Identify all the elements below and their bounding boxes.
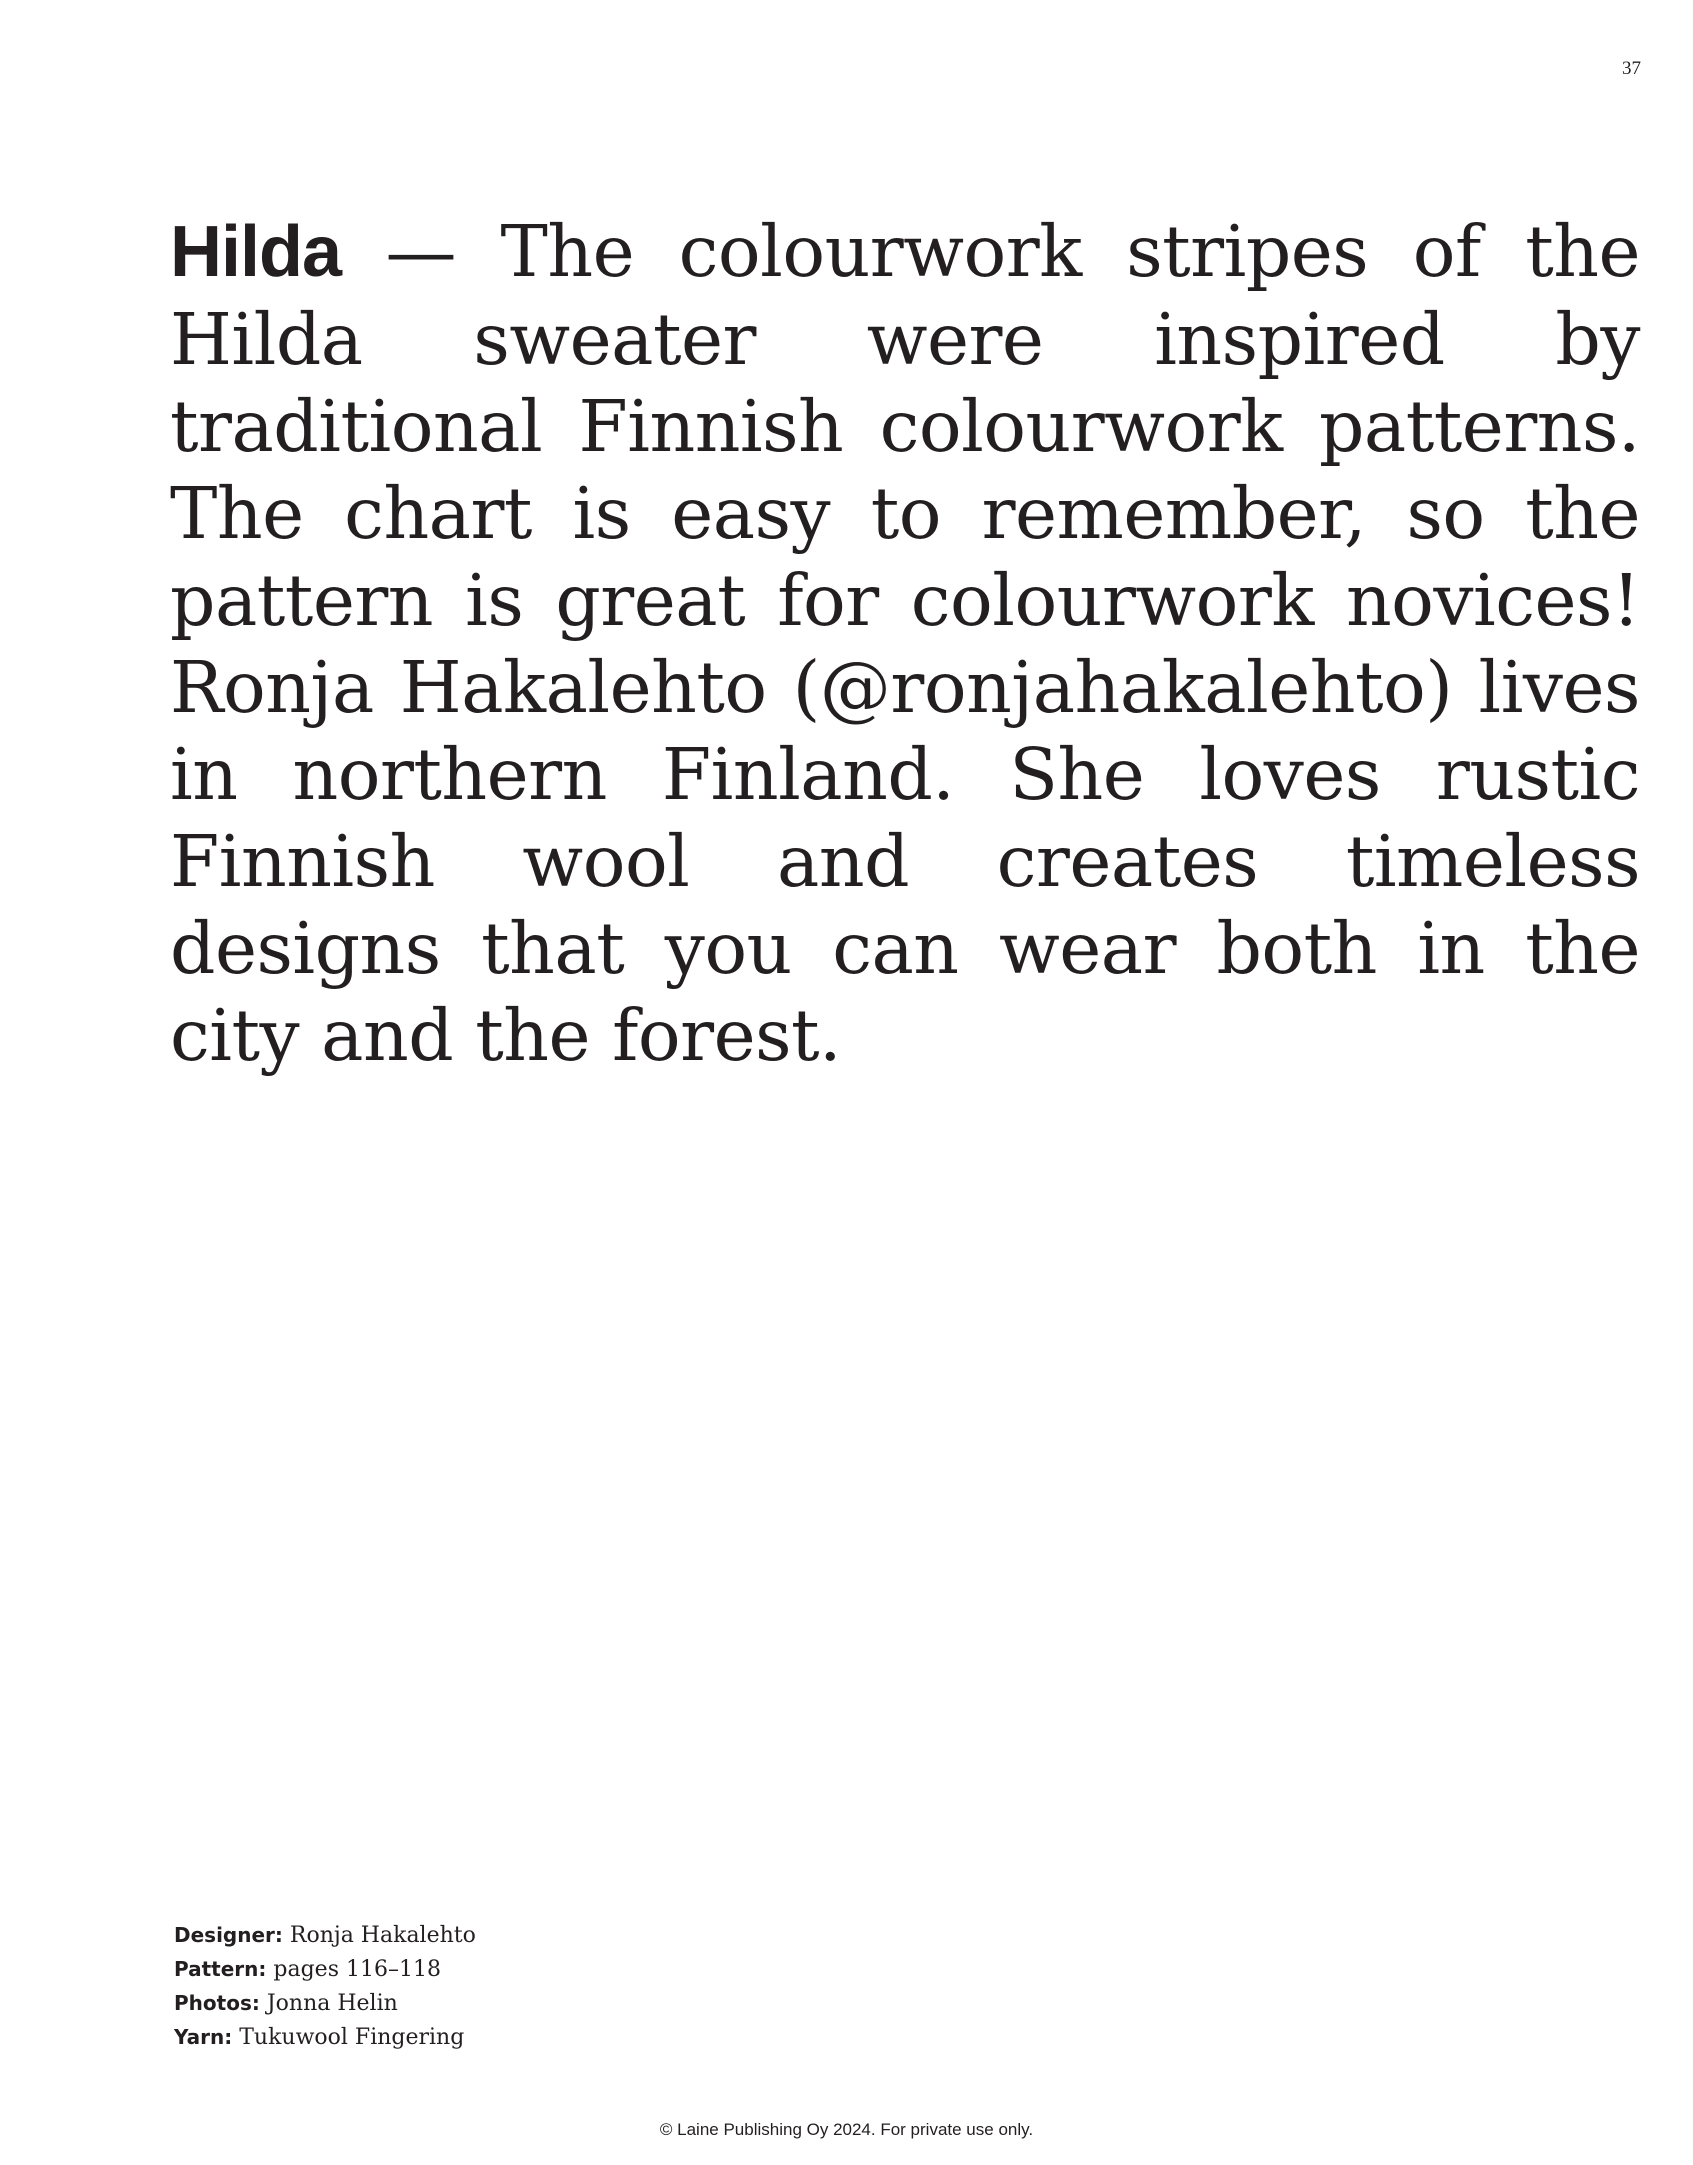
credit-label: Designer: bbox=[174, 1923, 283, 1947]
article-body: The colourwork stripes of the Hilda sweater were inspired by traditional Finnish colourwork patterns. The chart is easy to remember, so the pattern is great for colourwork novices! Ronja Hakalehto (@ronjahakalehto) lives in northern Finland. She loves rustic Finnish wool and creates timeless designs that you can wear both in the city and the forest. bbox=[170, 210, 1640, 1077]
credit-value: Tukuwool Fingering bbox=[232, 2025, 465, 2050]
credit-yarn bbox=[174, 2020, 476, 2054]
copyright-footer: © Laine Publishing Oy 2024. For private use only. bbox=[659, 2120, 1034, 2139]
credit-designer bbox=[174, 1918, 476, 1952]
article-title: Hilda bbox=[170, 212, 342, 292]
credit-value: Jonna Helin bbox=[259, 1991, 398, 2016]
article-intro bbox=[170, 208, 1640, 1079]
credit-value: Ronja Hakalehto bbox=[282, 1923, 476, 1948]
credits-list bbox=[174, 1918, 476, 2054]
credit-label: Pattern: bbox=[174, 1957, 267, 1981]
page-number: 37 bbox=[1622, 58, 1641, 79]
title-separator: — bbox=[341, 210, 501, 293]
credit-value: pages 116–118 bbox=[266, 1957, 441, 1982]
credit-pattern bbox=[174, 1952, 476, 1986]
credit-label: Photos: bbox=[174, 1991, 260, 2015]
credit-photos bbox=[174, 1986, 476, 2020]
credit-label: Yarn: bbox=[174, 2025, 233, 2049]
